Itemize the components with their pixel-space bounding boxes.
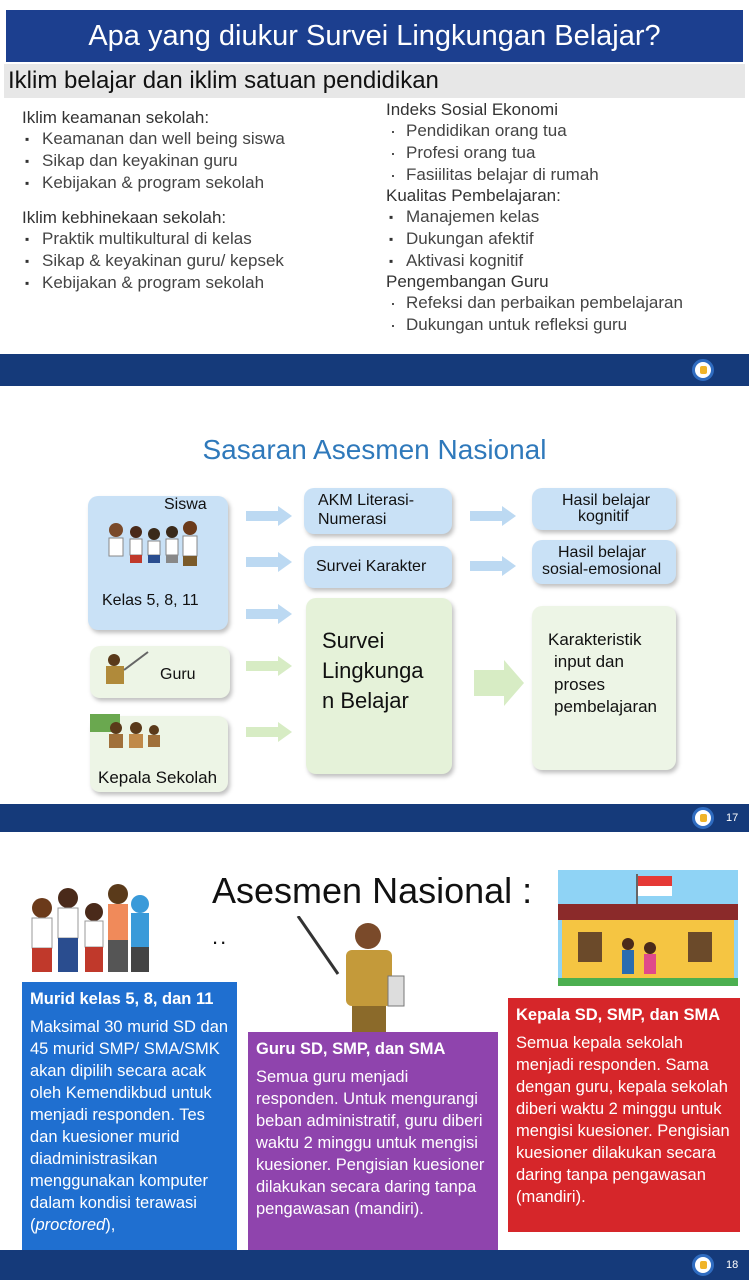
students-group-icon	[22, 868, 152, 980]
slide-asesmen-nasional	[0, 858, 749, 1280]
slide-footer	[0, 1250, 749, 1280]
karakteristik-box	[532, 606, 676, 770]
slide-subtitle: Iklim belajar dan iklim satuan pendidikan	[4, 64, 745, 98]
card-guru	[248, 1032, 498, 1260]
kepsek-box	[90, 716, 228, 792]
survei-karakter-label: Survei Karakter	[316, 558, 427, 575]
hasil-kognitif-box	[532, 488, 676, 530]
list-item: · Profesi orang tua	[386, 142, 746, 164]
slide-sasaran	[0, 412, 749, 832]
kemdikbud-logo-icon	[692, 1254, 714, 1276]
card-kepala-sekolah	[508, 998, 740, 1232]
slide-survei-lingkungan	[0, 0, 749, 386]
kemdikbud-logo-icon	[692, 807, 714, 829]
card-title: Kepala SD, SMP, dan SMA	[516, 1006, 721, 1024]
card-text: Semua guru menjadi responden. Untuk mengurangi beban administratif, guru diberi waktu 2 minggu untuk mengisi kuesioner. Pengisian kuesioner dilakukan secara daring tanpa pengawasan (mandiri).	[256, 1068, 485, 1218]
list-item: ▪ Sikap dan keyakinan guru	[22, 150, 372, 172]
hasil-sosial-box	[532, 540, 676, 584]
right-column	[386, 100, 746, 336]
kelas-label: Kelas 5, 8, 11	[102, 592, 199, 609]
card-text-body: Maksimal 30 murid SD dan 45 murid SMP/ SMA/SMK akan dipilih secara acak oleh Kemendikbud untuk menjadi responden. Tes dan kuesioner murid diadministrasikan menggunakan komputer dalam kondisi terawasi (	[30, 1018, 229, 1234]
akm-label-line2: Numerasi	[318, 511, 387, 528]
karak-line3: proses	[554, 675, 606, 694]
list-item: ▪ Sikap & keyakinan guru/ kepsek	[22, 250, 372, 272]
school-building-icon	[558, 870, 738, 986]
list-item: ▪ Manajemen kelas	[386, 206, 746, 228]
heading-kualitas: Kualitas Pembelajaran:	[386, 186, 561, 205]
card-title: Murid kelas 5, 8, dan 11	[30, 990, 214, 1008]
heading-sosial-ekonomi: Indeks Sosial Ekonomi	[386, 100, 558, 119]
kemdikbud-logo-icon	[692, 359, 714, 381]
slide-footer	[0, 354, 749, 386]
siswa-box	[88, 496, 228, 630]
list-item: ▪ Praktik multikultural di kelas	[22, 228, 372, 250]
hasil-kognitif-line2: kognitif	[578, 508, 629, 525]
list-item: ▪ Dukungan afektif	[386, 228, 746, 250]
card-murid	[22, 982, 237, 1254]
card-text-emphasis: proctored	[35, 1216, 106, 1234]
slb-line1: Survei	[322, 628, 385, 653]
karak-line4: pembelajaran	[554, 697, 658, 716]
list-item: ▪ Kebijakan & program sekolah	[22, 272, 372, 294]
slide-title: Sasaran Asesmen Nasional	[202, 434, 547, 465]
slb-line3: n Belajar	[322, 688, 409, 713]
list-item: · Dukungan untuk refleksi guru	[386, 314, 746, 336]
list-item: · Refeksi dan perbaikan pembelajaran	[386, 292, 746, 314]
siswa-label: Siswa	[164, 496, 207, 513]
heading-keamanan: Iklim keamanan sekolah:	[22, 108, 210, 127]
page-number: 18	[726, 1259, 739, 1271]
kepsek-label: Kepala Sekolah	[98, 768, 218, 787]
list-item: ▪ Kebijakan & program sekolah	[22, 172, 372, 194]
left-column	[22, 108, 372, 294]
card-title: Guru SD, SMP, dan SMA	[256, 1040, 446, 1058]
list-item: ▪ Aktivasi kognitif	[386, 250, 746, 272]
guru-box	[90, 646, 230, 698]
list-item: · Pendidikan orang tua	[386, 120, 746, 142]
karak-line2: input dan	[554, 652, 624, 671]
hasil-kognitif-line1: Hasil belajar	[562, 492, 651, 509]
hasil-sosial-line1: Hasil belajar	[558, 544, 647, 561]
guru-label: Guru	[160, 666, 196, 683]
principal-illustration-icon	[90, 710, 170, 750]
students-illustration-icon	[102, 518, 202, 572]
list-item: ▪ Keamanan dan well being siswa	[22, 128, 372, 150]
slide-title: Apa yang diukur Survei Lingkungan Belajar?	[6, 10, 743, 62]
akm-label-line1: AKM Literasi-	[318, 492, 415, 509]
slb-line2: Lingkunga	[322, 658, 424, 683]
heading-kebhinekaan: Iklim kebhinekaan sekolah:	[22, 208, 227, 227]
card-text	[30, 1016, 229, 1236]
page-number: 17	[726, 812, 739, 824]
slb-box	[306, 598, 452, 774]
slide-footer	[0, 804, 749, 832]
survei-karakter-box	[304, 546, 452, 588]
card-text-end: ),	[105, 1216, 116, 1234]
hasil-sosial-line2: sosial-emosional	[542, 561, 662, 578]
slide-title: Asesmen Nasional :	[212, 870, 533, 911]
karak-line1: Karakteristik	[548, 630, 642, 649]
teacher-figure-icon	[294, 916, 414, 1046]
akm-box	[304, 488, 452, 534]
list-item: · Fasiilitas belajar di rumah	[386, 164, 746, 186]
heading-pengembangan: Pengembangan Guru	[386, 272, 549, 291]
title-dots: ..	[212, 924, 229, 949]
teacher-illustration-icon	[94, 650, 154, 690]
card-text: Semua kepala sekolah menjadi responden. Sama dengan guru, kepala sekolah diberi waktu 2 minggu untuk mengisi kuesioner. Pengisian kuesioner dilakukan secara daring tanpa pengawasan (mandiri).	[516, 1034, 730, 1206]
